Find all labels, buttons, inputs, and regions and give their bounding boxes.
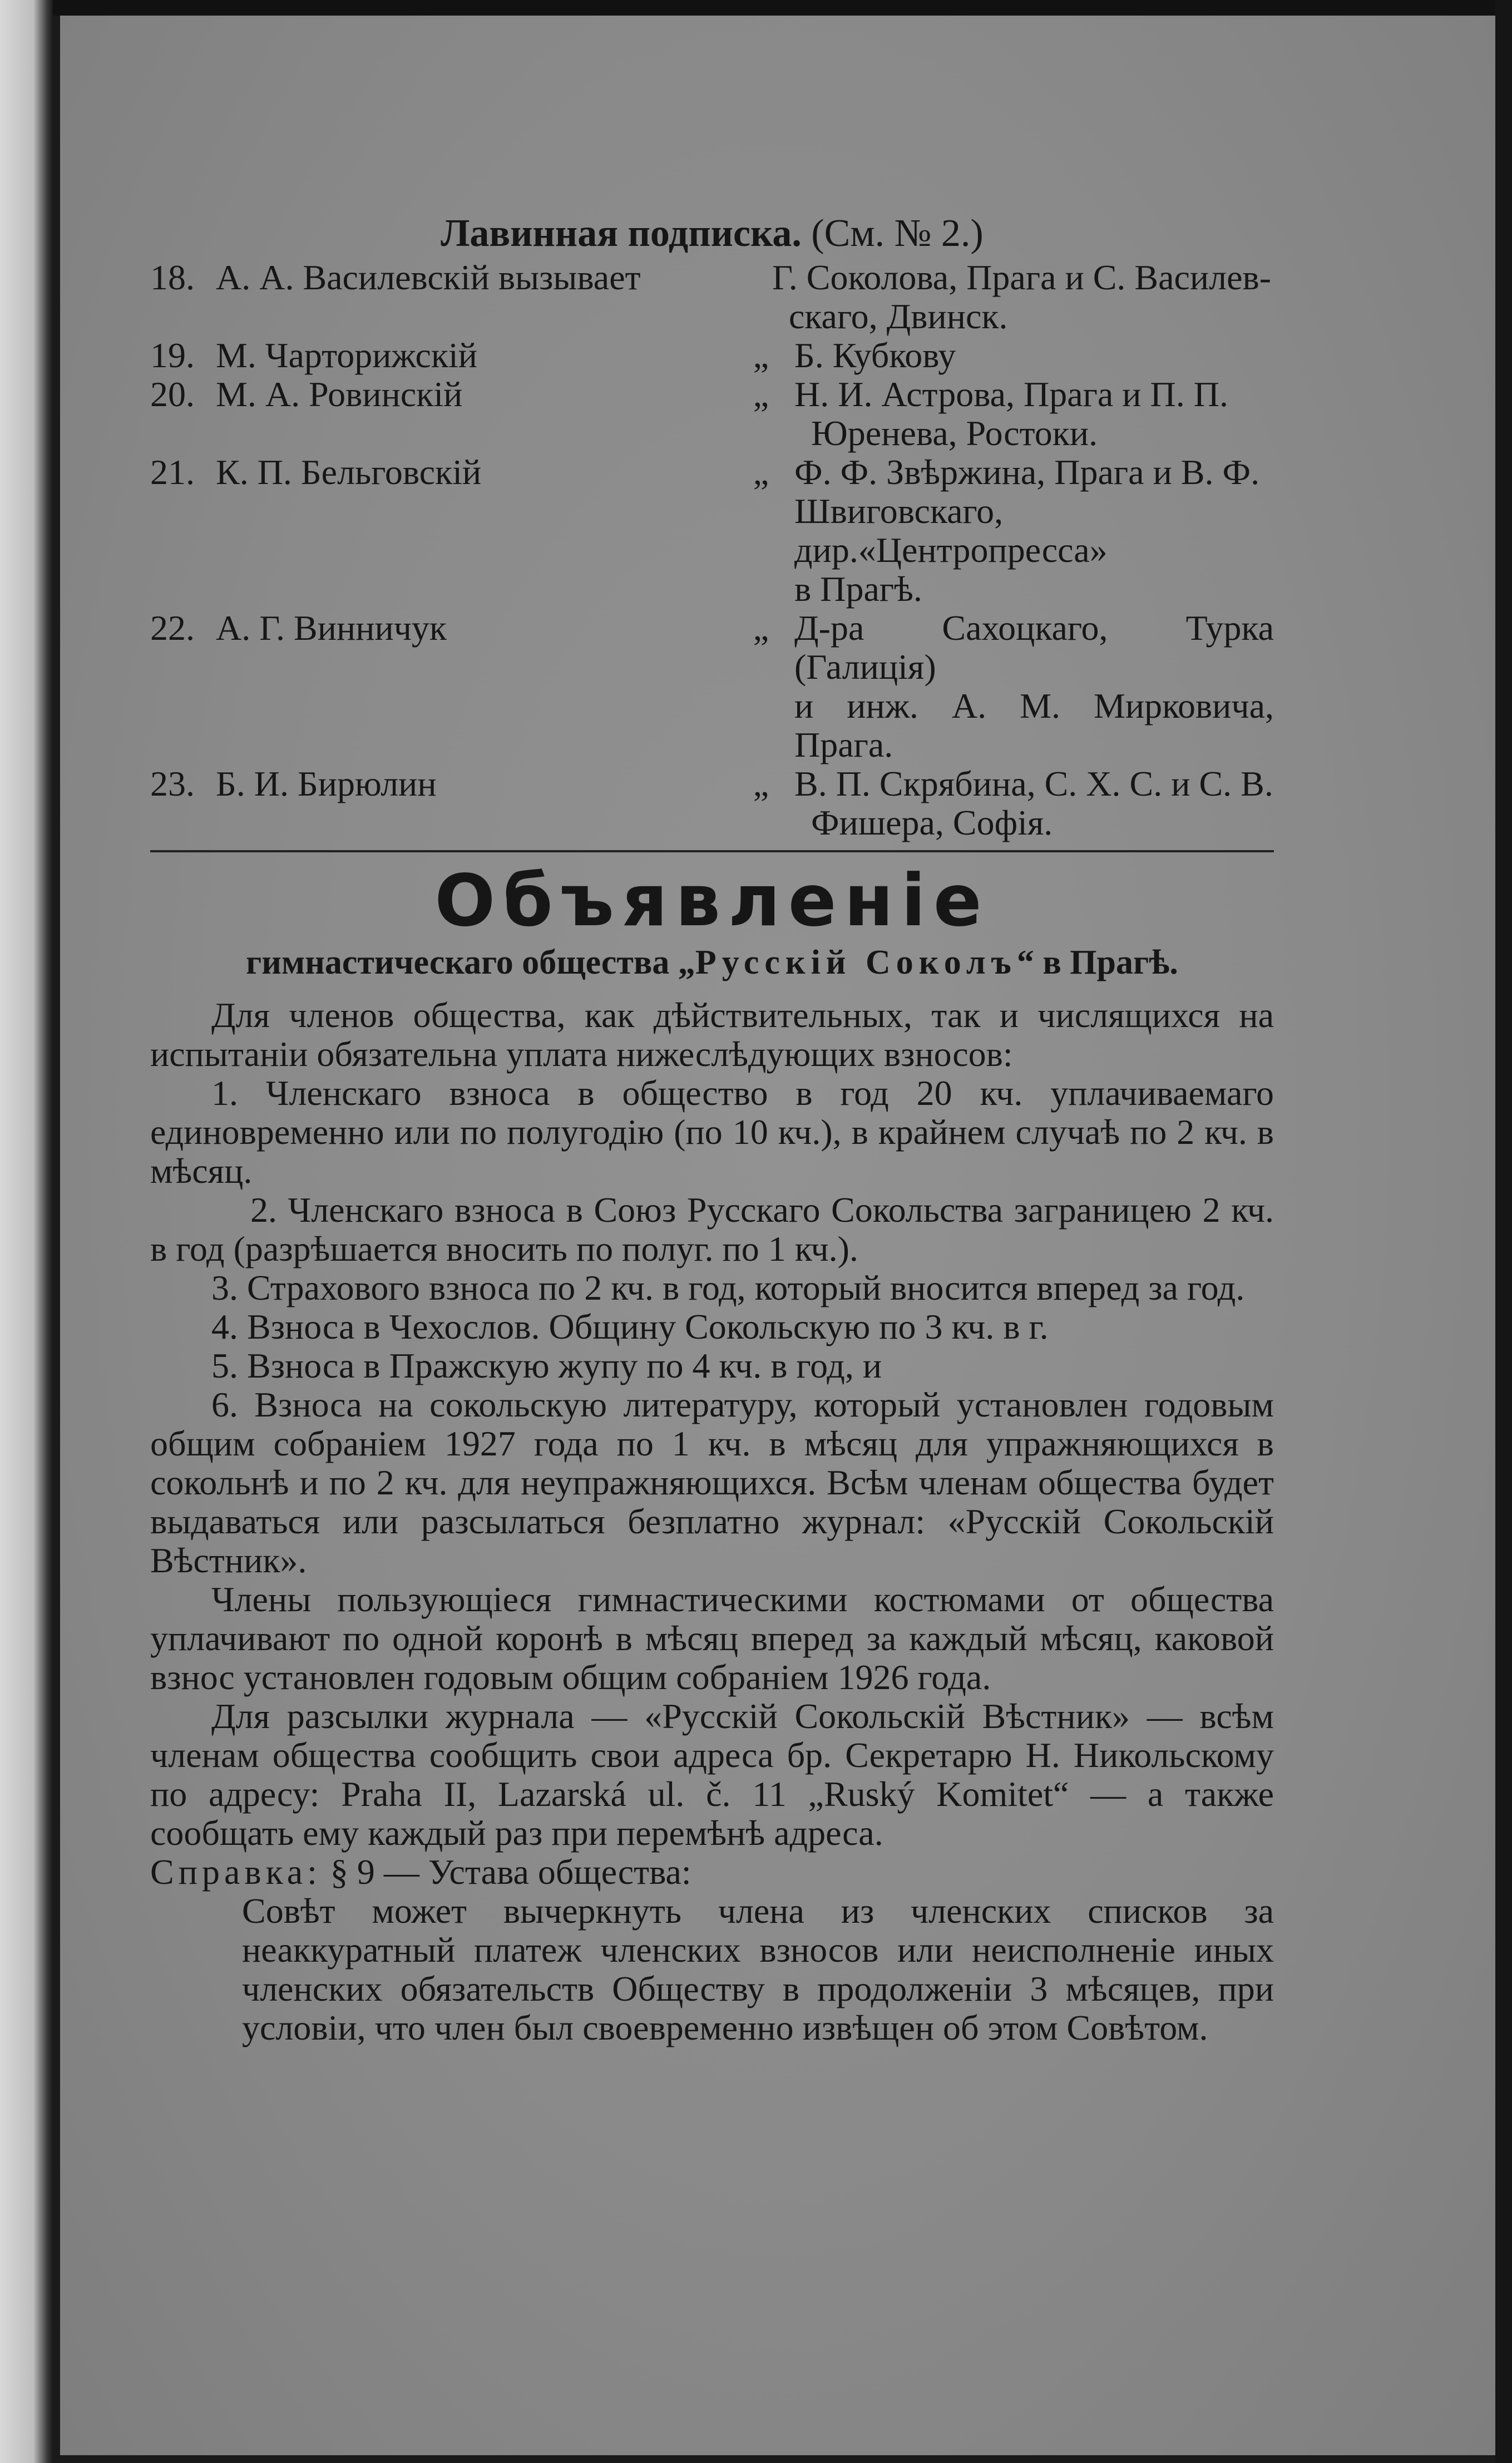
entry-caller: А. А. Василевскій вызывает [216,258,641,297]
entry-ditto: „ [753,335,769,375]
entry-number: 23. [150,764,195,803]
fee-item: 3. Страхового взноса по 2 кч. в год, который вносится вперед за год. [211,1268,1245,1307]
entry-called [794,764,1274,842]
subscription-entry [150,258,1274,336]
entry-caller: М. А. Ровинскій [216,374,463,414]
subscription-heading [150,211,1274,256]
entry-called-line: и инж. А. М. Мирковича, Прага. [794,686,1274,764]
page-content [150,211,1274,2047]
entry-ditto: „ [753,764,769,803]
announcement-subtitle [150,940,1274,985]
scan-right-margin [1495,0,1512,2463]
entry-called-line: Б. Кубкову [794,335,956,375]
reference-line [150,1853,1274,1892]
scan-top-margin [53,0,1512,16]
subscription-title: Лавинная подписка. [441,212,802,255]
entry-caller: М. Чарторижскій [216,335,478,375]
entry-called-line: Д-ра Сахоцкаго, Турка (Галиція) [794,608,1274,687]
fee-item: 6. Взноса на сокольскую литературу, который установлен годовым общим собраніем 1927 года по 1 кч. в мѣсяц для упражняющихся в сокольнѣ и по 2 кч. для неупражняющихся. Всѣм членам общества будет выдаваться или разсылаться безплатно журнал: «Русскій Сокольскій Вѣстник». [150,1385,1274,1580]
fee-item: 1. Членскаго взноса в общество в год 20 кч. уплачиваемаго единовременно или по полугодію (по 10 кч.), в крайнем случаѣ по 2 кч. в мѣсяц. [150,1073,1274,1191]
fee-item: 2. Членскаго взноса в Союз Русскаго Сокольства заграницею 2 кч. в год (разрѣшается вносить по полуг. по 1 кч.). [150,1190,1274,1268]
subscription-ref: (См. № 2.) [811,212,984,255]
entry-number: 21. [150,452,195,492]
section-divider [150,850,1274,852]
entry-ditto: „ [753,452,769,492]
entry-number: 18. [150,258,195,297]
entry-ditto: „ [753,374,769,414]
entry-called-line: В. П. Скрябина, С. Х. С. и С. В. [794,764,1273,803]
subscription-entry [150,375,1274,453]
fee-item: 5. Взноса в Пражскую жупу по 4 кч. в год, и [211,1346,882,1385]
entry-called-line: Фишера, Софія. [811,803,1053,842]
subtitle-suffix: “ в Прагѣ. [1016,944,1178,981]
subscription-entry [150,609,1274,764]
entry-called [794,336,1274,375]
subscription-entry [150,764,1274,842]
society-name: Русскій Соколъ [695,944,1017,981]
subscription-entry [150,336,1274,375]
entry-called-line: Ф. Ф. Звѣржина, Прага и В. Ф. [794,452,1260,492]
subscription-entry [150,453,1274,609]
costumes-paragraph: Члены пользующіеся гимнастическими костюмами от общества уплачивают по одной коронѣ в мѣсяц вперед за каждый мѣсяц, каковой взнос установлен годовым общим собраніем 1926 года. [150,1580,1274,1697]
mailing-paragraph: Для разсылки журнала — «Русскій Сокольскій Вѣстник» — всѣм членам общества сообщить свои адреса бр. Секретарю Н. Никольскому по адресу: Praha II, Lazarská ul. č. 11 „Ruský Komitet“ — а также сообщать ему каждый раз при перемѣнѣ адреса. [150,1696,1274,1853]
entry-called [794,375,1274,453]
intro-paragraph: Для членов общества, как дѣйствительных, так и числящихся на испытаніи обязательна уплата нижеслѣдующих взносов: [150,995,1274,1074]
reference-text: § 9 — Устава общества: [330,1852,691,1892]
entry-called [794,453,1274,609]
entry-called-line: в Прагѣ. [794,569,922,609]
reference-quote: Совѣт может вычеркнуть члена из членских списков за неаккуратный платеж членских взносов или неисполненіе иных членских обязательств Обществу в продолженіи 3 мѣсяцев, при условіи, что член был своевременно извѣщен об этом Совѣтом. [242,1891,1274,2047]
entry-called-line: Г. Соколова, Прага и С. Василев- [772,258,1272,297]
entry-caller: Б. И. Бирюлин [216,764,437,803]
entry-called-line: Юренева, Ростоки. [811,413,1098,453]
entry-called-line: Швиговскаго, дир.«Центропресса» [794,491,1108,570]
entry-called [794,609,1274,764]
announcement-title: Объявленіе [434,860,990,942]
subscription-list [150,258,1274,842]
entry-called-line: Н. И. Астрова, Прага и П. П. [794,374,1228,414]
subtitle-prefix: гимнастическаго общества „ [246,944,695,981]
entry-caller: К. П. Бельговскій [216,452,482,492]
entry-caller: А. Г. Винничук [216,608,447,648]
entry-number: 20. [150,374,195,414]
fee-item: 4. Взноса в Чехослов. Общину Сокольскую по 3 кч. в г. [211,1307,1049,1346]
scan-left-margin [0,0,53,2463]
entry-called [772,258,1274,336]
entry-number: 19. [150,335,195,375]
entry-called-line: скаго, Двинск. [789,297,1008,336]
entry-ditto: „ [753,608,769,648]
reference-label: Справка: [150,1852,322,1892]
entry-number: 22. [150,608,195,648]
